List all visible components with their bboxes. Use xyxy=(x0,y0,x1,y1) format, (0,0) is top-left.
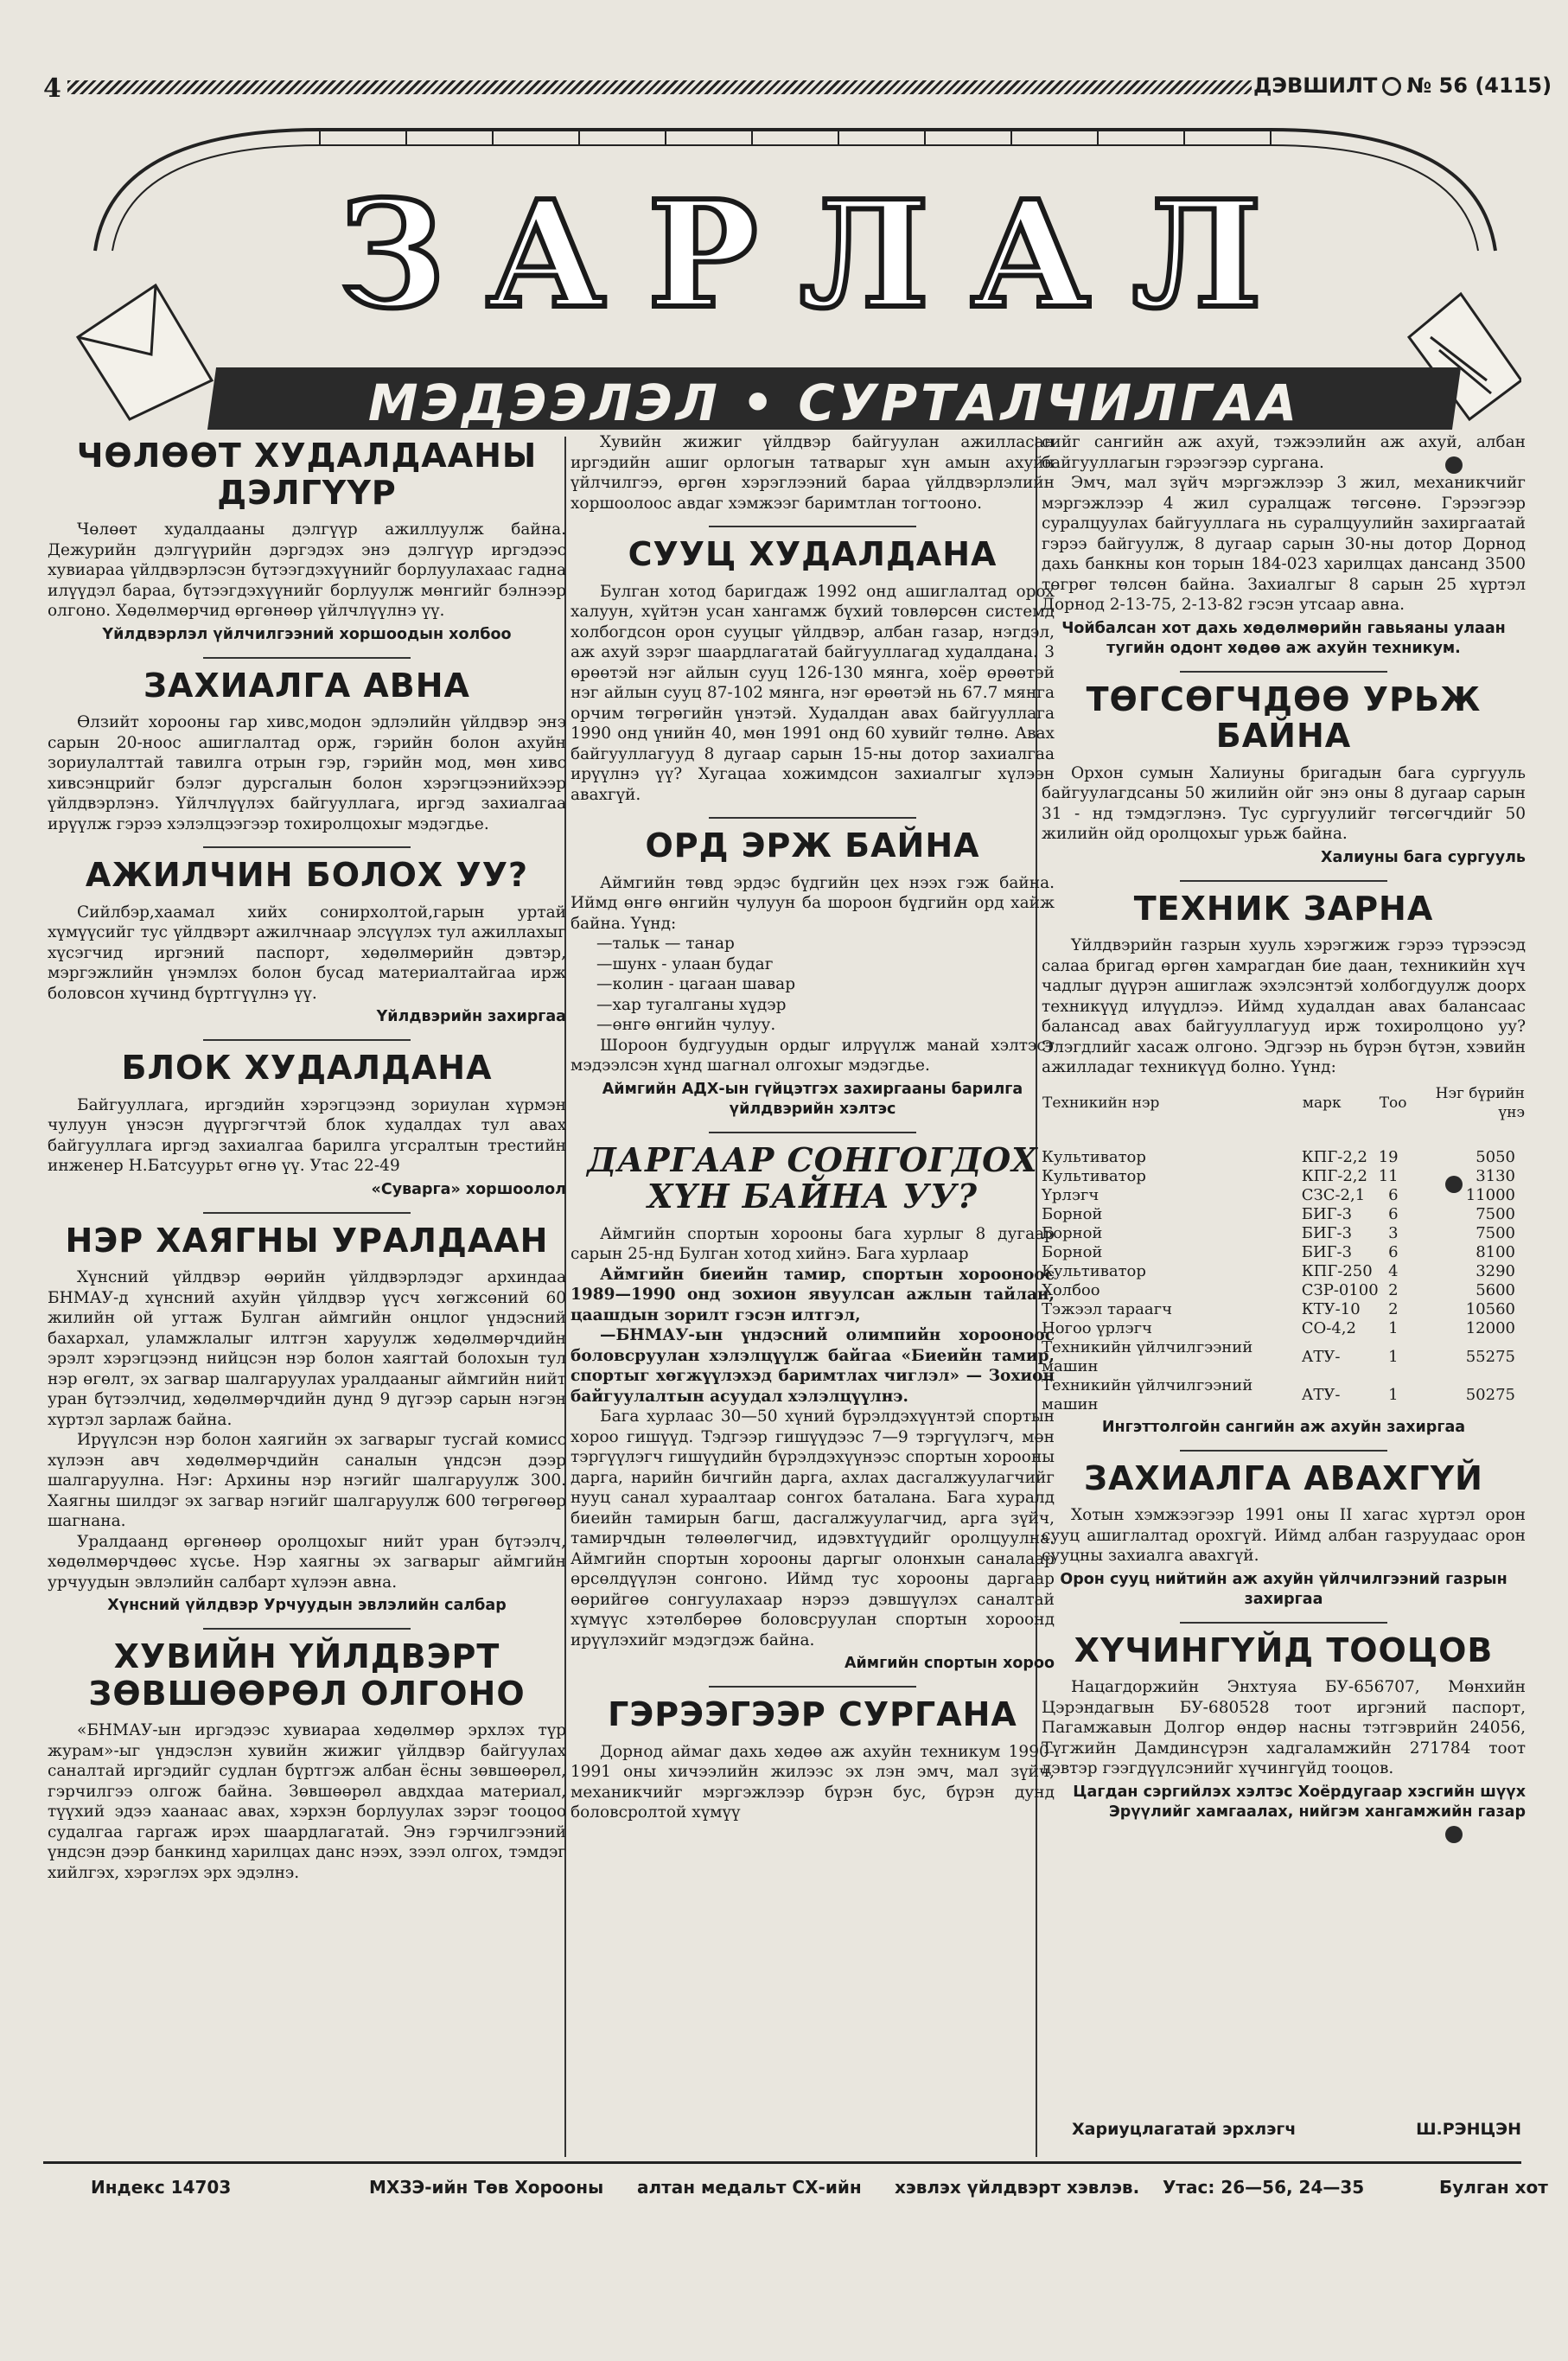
article-title: ХУВИЙН ҮЙЛДВЭРТ ЗӨВШӨӨРӨЛ ОЛГОНО xyxy=(88,1637,526,1713)
table-row xyxy=(1042,1338,1526,1376)
separator xyxy=(709,526,916,527)
article-name-contest xyxy=(48,1222,566,1617)
article-title: АЖИЛЧИН БОЛОХ УУ? xyxy=(85,856,529,895)
article-invalidated xyxy=(1042,1632,1526,1822)
article-body: Хувийн жижиг үйлдвэр байгуулан ажилласан иргэдийн ашиг орлогын татварыг хүн амын ахуйн үйлчилгээ, өргөн хэрэглээний бараа үйлдвэрлэлийн хоршоолоос авдаг хэмжээг баримтлан тогтооно. xyxy=(570,433,1055,513)
page-number: 4 xyxy=(43,73,61,104)
article-body: Уралдаанд өргөнөөр оролцохыг нийт уран бүтээлч, хөдөлмөрчдөөс хүсье. Нэр хаягны эх загварыг аймгийн урчуудын эвлэлийн салбарт хүлээн авна. xyxy=(48,1532,566,1592)
article-signature: Аймгийн АДХ-ын гүйцэтгэх захиргааны барилга үйлдвэрийн хэлтэс xyxy=(602,1080,1023,1118)
article-title: ТӨГСӨГЧДӨӨ УРЬЖ БАЙНА xyxy=(1086,680,1482,756)
article-body: Өлзийт хорооны гар хивс,модон эдлэлийн үйлдвэр энэ сарын 20-ноос ашиглалтад орж, гэрийн болон ахуйн зориулалттай тавилга отрын гэр, гэрийн мод, мөн хивс хивсэнцрийг бэлэг дурсгалын болон хэрэгцээнийхээр үйлдвэрлэнэ. Үйлчлүүлэх байгууллага, иргэд захиалгаа ирүүлж гэрээ хэлэлцээгээр тохиролцохыг мэдэгдье. xyxy=(48,713,566,833)
article-graduates xyxy=(1042,681,1526,868)
punch-hole xyxy=(1445,456,1463,474)
table-cell: 3130 xyxy=(1476,1166,1515,1185)
table-cell: Культиватор xyxy=(1042,1147,1146,1166)
article-body: Булган хотод баригдаж 1992 онд ашиглалтад орох халуун, хүйтэн усан хангамж бүхий товлөрсөн системд холбогдсон орон сууцыг үйлдвэр, албан газар, нэгдэл, аж ахуй зэрэг шаардлагатай байгууллагад худалдана. 3 өрөөтэй нэг айлын сууц 126-130 мянга, хоёр өрөөтэй нэг айлын сууц 87-102 мянга, нэг өрөөтэй нь 67.7 мянга орчим төгрөгийн үнэтэй. Худалдан авах байгууллага 1990 онд үнийн 40, мөн 1991 онд 60 хувийг төлнө. Авах байгууллагууд 8 дугаар сарын 15-ны дотор захиалгаа ирүүлнэ үү? Хугацаа хожимдсон захиалгыг хүлээн авахгүй. xyxy=(570,582,1055,804)
list-item: —өнгө өнгийн чулуу. xyxy=(596,1016,776,1035)
article-body: Хүнсний үйлдвэр өөрийн үйлдвэрлэдэг архиндаа БНМАУ-д хүнсний ахуйн үйлдвэр үүсч хөгжсөний 60 жилийн ой угтаж Булган аймгийн онцлог үндэсний бахархал, уламжлалыг илтгэн харуулж хөдөлмөрчдийн эрэлт хэрэгцээнд нийцсэн нэр болон хаягтай болохын тул нэр өгөлт, эх загвар шалгаруулах уралдааныг аймгийн нийт уран бүтээлчид, хөдөлмөрчдийн дунд 9 дүгээр сарын нэгэн хүртэл зарлаж байна. xyxy=(48,1268,566,1429)
article-body: Байгууллага, иргэдийн хэрэгцээнд зориулан хүрмэн чулуун үнэсэн дүүргэгчтэй блок худалдах тул авах байгууллага иргэд захиалгаа барилга угсралтын трестийн инженер Н.Батсуурьт өгнө үү. Утас 22-49 xyxy=(48,1095,566,1176)
table-cell: БИГ-3 xyxy=(1301,1204,1353,1223)
footer-index: Индекс 14703 xyxy=(91,2177,232,2198)
article-body: Хотын хэмжээгээр 1991 оны II хагас хүртэл орон сууц ашиглалтад орохгүй. Иймд албан газруудаас орон сууцны захиалга авахгүй. xyxy=(1042,1506,1526,1566)
table-cell: СО-4,2 xyxy=(1301,1318,1356,1337)
article-body: Бага хурлаас 30—50 хүний бүрэлдэхүүнтэй спортын хороо гишүүд. Тэдгээр гишүүдээс 7—9 тэргүүлэгч, мөн тэргүүлэгч гишүүдийн бүрэлдэхүүнээс спортын хорооны дарга, нарийн бичгийн дарга, ахлах дасгалжуулагчийг нууц санал хураалтаар сонгох баталана. Бага хуралд биеийн тамирын багш, дасгалжуулагчид, арга зүйч, тамирчдын төлөөлөгчид, идэвхтүүдийг оролцуулна. Аймгийн спортын хорооны даргыг олонхын саналаар өрсөлдүүлэн сонгоно. Иймд тус хорооны даргаар өөрийгөө сонгуулахаар нэрээ дэвшүүлэх саналтай хүмүүс хэтөлбөрөө боловсруулан спортын хороонд ирүүлэхийг мэдэгдэж байна. xyxy=(570,1407,1055,1650)
table-row xyxy=(1042,1281,1526,1300)
table-row xyxy=(1042,1300,1526,1319)
article-signature: Үйлдвэрлэл үйлчилгээний хоршоодын холбоо xyxy=(102,625,512,643)
article-title: ХҮЧИНГҮЙД ТООЦОВ xyxy=(1074,1630,1494,1669)
table-cell: Техникийн үйлчилгээний машин xyxy=(1042,1375,1253,1413)
table-cell: Үрлэгч xyxy=(1042,1185,1100,1204)
article-body: Эмч, мал зүйч мэргэжлээр 3 жил, механикчийг мэргэжлээр 4 жил суралцаж төгсөнө. Гэрээгээр суралцуулах байгууллага нь суралцуулийн захиргаатай гэрээ байгуулж, 8 дугаар сарын 30-ны дотор Дорнод дахь банкны кон торын 184-023 харилцах дансанд 3500 төгрөг төлсөн байна. Захиалгыг 8 сарын 25 хүртэл Дорнод 2-13-75, 2-13-82 гэсэн утсаар авна. xyxy=(1042,474,1526,614)
column-header: марк xyxy=(1302,1094,1342,1112)
article-body: Дорнод аймаг дахь хөдөө аж ахуйн техникум 1990-1991 оны хичээлийн жилээс эх лэн эмч, мал зүйч, механикчийг мэргэжлээр бүрэн бус, бүрэн дунд боловсролтой хүмүү xyxy=(570,1742,1055,1822)
table-cell: 2 xyxy=(1388,1280,1399,1299)
footer-rule xyxy=(43,2161,1521,2164)
list-item: —шунх - улаан будаг xyxy=(596,954,774,973)
table-cell: СЗС-2,1 xyxy=(1301,1185,1366,1204)
editor-label: Хариуцлагатай эрхлэгч xyxy=(1072,2120,1297,2139)
table-cell: Ногоо үрлэгч xyxy=(1042,1318,1152,1337)
column-2 xyxy=(570,432,1055,1835)
list-item: —колин - цагаан шавар xyxy=(596,975,796,994)
table-cell: 8100 xyxy=(1476,1242,1515,1261)
separator xyxy=(203,846,411,848)
deposit-list xyxy=(596,934,1055,1036)
article-body: Үйлдвэрийн газрын хууль хэрэгжиж гэрээ түрээсэд салаа бригад өргөн хамрагдан бие даан, техникийн хүч чадлыг дүүрэн ашиглаж эхэлсэнтэй холбогдуулж доорх техникүүд илүүдлээ. Иймд худалдан авах балансаас балансад авах байгууллагууд ирж тохиролцоно уу? Элэгдлийг хасаж олгоно. Эдгээр нь бүрэн бүтэн, хэвийн ажилладаг техникүүд болно. Үүнд: xyxy=(1042,936,1526,1077)
table-row xyxy=(1042,1376,1526,1414)
footer-city: Булган хот xyxy=(1439,2177,1548,2198)
separator xyxy=(203,1628,411,1630)
masthead-subtitle: МЭДЭЭЛЭЛ • СУРТАЛЧИЛГАА xyxy=(367,373,1301,432)
list-item: —хар тугалганы хүдэр xyxy=(596,995,787,1014)
table-cell: БИГ-3 xyxy=(1301,1242,1353,1261)
table-cell: Холбоо xyxy=(1042,1280,1100,1299)
editor-line xyxy=(1072,2120,1521,2139)
article-deposits xyxy=(570,827,1055,1120)
table-cell: Борной xyxy=(1042,1204,1103,1223)
table-cell: Борной xyxy=(1042,1223,1103,1242)
separator xyxy=(709,817,916,819)
issue-label xyxy=(1253,73,1552,98)
article-private-factory-cont xyxy=(570,432,1055,514)
table-cell: 55275 xyxy=(1465,1347,1515,1366)
article-body: Нацагдоржийн Энхтуяа БУ-656707, Мөнхийн Цэрэндагвын БУ-680528 тоот иргэний паспорт, Пагамжавын Долгор өндөр насны тэтгэврийн 24056, Түгжийн Дамдинсүрэн хадгаламжийн 271784 тоот дэвтэр гээгдүүлсэнийг хүчингүйд тооцов. xyxy=(1042,1678,1526,1778)
separator xyxy=(203,657,411,659)
article-body: Аймгийн төвд эрдэс бүдгийн цех нээх гэж байна. Иймд өнгө өнгийн чулуун ба шороон бүдгийн орд хайж байна. Үүнд: xyxy=(570,873,1055,933)
table-row xyxy=(1042,1319,1526,1338)
column-header: Нэг бүрийн үнэ xyxy=(1435,1084,1525,1121)
article-title: ЧӨЛӨӨТ ХУДАЛДААНЫ ДЭЛГҮҮР xyxy=(76,437,538,512)
table-cell: 2 xyxy=(1388,1299,1399,1318)
separator xyxy=(1180,880,1387,882)
table-cell: 50275 xyxy=(1465,1385,1515,1404)
article-signature: Аймгийн спортын хороо xyxy=(844,1655,1055,1673)
table-cell: Культиватор xyxy=(1042,1261,1146,1280)
punch-hole xyxy=(1445,1176,1463,1193)
table-cell: 4 xyxy=(1388,1261,1399,1280)
article-signature: Хүнсний үйлдвэр Урчуудын эвлэлийн салбар xyxy=(107,1597,507,1615)
table-cell: АТУ- xyxy=(1301,1385,1341,1404)
column-header: Техникийн нэр xyxy=(1042,1094,1160,1112)
separator xyxy=(1180,1622,1387,1624)
article-body: Сийлбэр,хаамал хийх сонирхолтой,гарын уртай хүмүүсийг тус үйлдвэрт ажилчнаар элсүүлэх тул ажиллахыг хүсэгчид иргэний паспорт, хөдөлмөрийн дэвтэр, мэргэжлийн үнэмлэх болон бусад материалтайгаа ирж боловсон хүчинд бүртгүүлнэ үү. xyxy=(48,903,566,1003)
article-signature: Орон сууц нийтийн аж ахуйн үйлчилгээний газрын захиргаа xyxy=(1060,1570,1507,1608)
article-free-trade-shop xyxy=(48,437,566,645)
article-blocks xyxy=(48,1050,566,1200)
article-signature: Халиуны бага сургууль xyxy=(1320,848,1526,866)
article-body: «БНМАУ-ын иргэдээс хувиараа хөдөлмөр эрхлэх түр журам»-ыг үндэслэн хувийн жижиг үйлдвэр байгуулах саналтай иргэдийг судлан бүртгэж албан ёсны зөвшөөрөл, гэрчилгээ олгож байна. Зөвшөөрөл авдхдаа материал, түүхий эдээ хаанаас авах, хэрхэн борлуулах зэрэг тооцоо судалгаа гаргаж ирэх шаардлагатай. Энэ гэрчилгээний үндсэн дээр банкинд харилцах данс нээх, зээл олгох, тэмдэг хийлгэх, хэрэглэх эрх эдэлнэ. xyxy=(48,1721,566,1882)
article-signature: Цагдан сэргийлэх хэлтэс Хоёрдугаар хэсгийн шүүх Эрүүлийг хамгаалах, нийгэм хангамжийн газар xyxy=(1073,1783,1526,1821)
table-cell: 1 xyxy=(1388,1318,1399,1337)
table-cell: Культиватор xyxy=(1042,1166,1146,1185)
table-cell: Тэжээл тараагч xyxy=(1042,1299,1172,1318)
article-signature: Ингэттолгойн сангийн аж ахуйн захиргаа xyxy=(1101,1418,1466,1436)
table-cell: 3290 xyxy=(1476,1261,1515,1280)
article-title: ЗАХИАЛГА АВАХГҮЙ xyxy=(1084,1458,1483,1497)
article-body: Ирүүлсэн нэр болон хаягийн эх загварыг тусгай комисс хүлээн авч хөдөлмөрчдийн саналын үндсэн дээр шалгаруулна. Нэг: Архины нэр нэгийг шалгаруулж 300. Хаягны шилдэг эх загвар нэгийг шалгаруулж 600 төгрөгөөр шагнана. xyxy=(48,1431,566,1531)
table-cell: 5050 xyxy=(1476,1147,1515,1166)
table-cell: 1 xyxy=(1388,1347,1399,1366)
table-cell: 6 xyxy=(1388,1242,1399,1261)
article-chair-election xyxy=(570,1139,1055,1675)
article-machinery-sale xyxy=(1042,890,1526,1438)
article-title: ГЭРЭЭГЭЭР СУРГАНА xyxy=(608,1695,1017,1734)
separator xyxy=(709,1686,916,1688)
footer-phones: Утас: 26—56, 24—35 xyxy=(1163,2177,1365,2198)
column-header: Тоо xyxy=(1379,1094,1407,1112)
separator xyxy=(1180,1450,1387,1452)
issue-number: № 56 (4115) xyxy=(1406,73,1552,98)
article-body: Чөлөөт худалдааны дэлгүүр ажиллуулж байна. Дежурийн дэлгүүрийн дэргэдэх энэ дэлгүүр иргэдээс хувиараа үйлдвэрлэсэн бүтээгдэхүүнийг борлуулахаас гадна илүүдэл бараа, бүтээгдэхүүнийг борлуулж мөнгийг бэлнээр олгоно. Хөдөлмөрчид өргөнөөр үйлчлүүлнэ үү. xyxy=(48,520,566,621)
table-cell: Техникийн үйлчилгээний машин xyxy=(1042,1337,1253,1375)
article-title: СУУЦ ХУДАЛДАНА xyxy=(628,535,998,573)
table-cell: 5600 xyxy=(1476,1280,1515,1299)
table-cell: 7500 xyxy=(1476,1204,1515,1223)
table-cell: 11 xyxy=(1378,1166,1399,1185)
article-body: Аймгийн спортын хорооны бага хурлыг 8 дугаар сарын 25-нд Булган хотод хийнэ. Бага хурлаар xyxy=(570,1224,1055,1264)
list-item: —тальк — танар xyxy=(596,935,735,954)
table-cell: Борной xyxy=(1042,1242,1103,1261)
article-body: сийг сангийн аж ахуй, тэжээлийн аж ахуй, албан байгууллагын гэрээгээр сургана. xyxy=(1042,433,1526,472)
article-signature: «Суварга» хоршоолол xyxy=(371,1180,566,1198)
table-cell: 7500 xyxy=(1476,1223,1515,1242)
top-strip xyxy=(43,73,1552,105)
hatched-rule xyxy=(67,80,1252,94)
table-cell: 19 xyxy=(1378,1147,1399,1166)
table-cell: СЗР-0100 xyxy=(1301,1280,1379,1299)
article-orders xyxy=(48,667,566,835)
article-body: Орхон сумын Халиуны бригадын бага сургууль байгуулагдсаны 50 жилийн ойг энэ оны 8 дугаар сарын 31 - нд тэмдэглэнэ. Тус сургуулийг төгсөгчдийг 50 жилийн ойд оролцохыг урьж байна. xyxy=(1042,763,1526,844)
article-title: ДАРГААР СОНГОГДОХ ХҮН БАЙНА УУ? xyxy=(587,1139,1038,1216)
footer-press: хэвлэх үйлдвэрт хэвлэв. xyxy=(895,2177,1140,2198)
article-apartments xyxy=(570,536,1055,805)
article-body: —БНМАУ-ын үндэсний олимпийн хорооноос боловсруулан хэлэлцүүлж байгаа «Биеийн тамир, спортыг хөгжүүлэхэд баримтлах чиглэл» — Зохион байгуулалтын асуудал хэлэлцүүлнэ. xyxy=(570,1326,1055,1406)
table-cell: 10560 xyxy=(1465,1299,1515,1318)
machinery-table xyxy=(1042,1083,1526,1414)
article-title: БЛОК ХУДАЛДАНА xyxy=(121,1049,493,1088)
table-cell: 11000 xyxy=(1465,1185,1515,1204)
column-3 xyxy=(1042,432,1526,1835)
editor-name: Ш.РЭНЦЭН xyxy=(1416,2120,1521,2139)
table-row xyxy=(1042,1224,1526,1243)
punch-hole xyxy=(1445,1826,1463,1843)
footer-medal: алтан медальт СХ-ийн xyxy=(637,2177,862,2198)
article-signature: Үйлдвэрийн захиргаа xyxy=(376,1008,566,1026)
column-1 xyxy=(48,432,566,1895)
article-contract-training xyxy=(570,1696,1055,1823)
table-cell: 12000 xyxy=(1465,1318,1515,1337)
table-cell: КПГ-2,2 xyxy=(1301,1147,1367,1166)
circle-ornament-icon xyxy=(1382,77,1401,96)
table-row xyxy=(1042,1148,1526,1167)
table-cell: 3 xyxy=(1388,1223,1399,1242)
article-no-orders xyxy=(1042,1460,1526,1610)
article-private-factory xyxy=(48,1638,566,1883)
table-row xyxy=(1042,1262,1526,1281)
article-worker xyxy=(48,857,566,1027)
article-title: НЭР ХАЯГНЫ УРАЛДААН xyxy=(65,1221,549,1260)
article-body: Аймгийн биеийн тамир, спортын хорооноос 1989—1990 онд зохион явуулсан ажлын тайлан, цаашдын зорилт гэсэн илтгэл, xyxy=(570,1265,1055,1324)
table-cell: 6 xyxy=(1388,1204,1399,1223)
separator xyxy=(203,1039,411,1041)
newspaper-name: ДЭВШИЛТ xyxy=(1253,73,1378,98)
article-title: ОРД ЭРЖ БАЙНА xyxy=(645,826,980,865)
masthead xyxy=(61,121,1521,432)
article-title: ЗАХИАЛГА АВНА xyxy=(143,666,470,705)
table-row xyxy=(1042,1205,1526,1224)
article-title: ТЕХНИК ЗАРНА xyxy=(1133,889,1434,928)
separator xyxy=(203,1212,411,1214)
article-signature: Чойбалсан хот дахь хөдөлмөрийн гавьяаны улаан тугийн одонт хөдөө аж ахуйн техникум. xyxy=(1061,619,1506,657)
separator xyxy=(709,1132,916,1133)
table-header-row xyxy=(1042,1083,1526,1148)
table-row xyxy=(1042,1243,1526,1262)
footer-printer: МХЗЭ-ийн Төв Хорооны xyxy=(369,2177,604,2198)
masthead-title: ЗАРЛАЛ xyxy=(338,169,1303,341)
table-cell: КПГ-250 xyxy=(1301,1261,1373,1280)
table-cell: АТУ- xyxy=(1301,1347,1341,1366)
table-cell: КПГ-2,2 xyxy=(1301,1166,1367,1185)
table-cell: 6 xyxy=(1388,1185,1399,1204)
table-cell: КТУ-10 xyxy=(1301,1299,1361,1318)
table-cell: БИГ-3 xyxy=(1301,1223,1353,1242)
separator xyxy=(1180,671,1387,673)
table-cell: 1 xyxy=(1388,1385,1399,1404)
article-body: Шороон будгуудын ордыг илрүүлж манай хэлтэст мэдээлсэн хүнд шагнал олгохыг мэдэгдье. xyxy=(570,1036,1055,1075)
